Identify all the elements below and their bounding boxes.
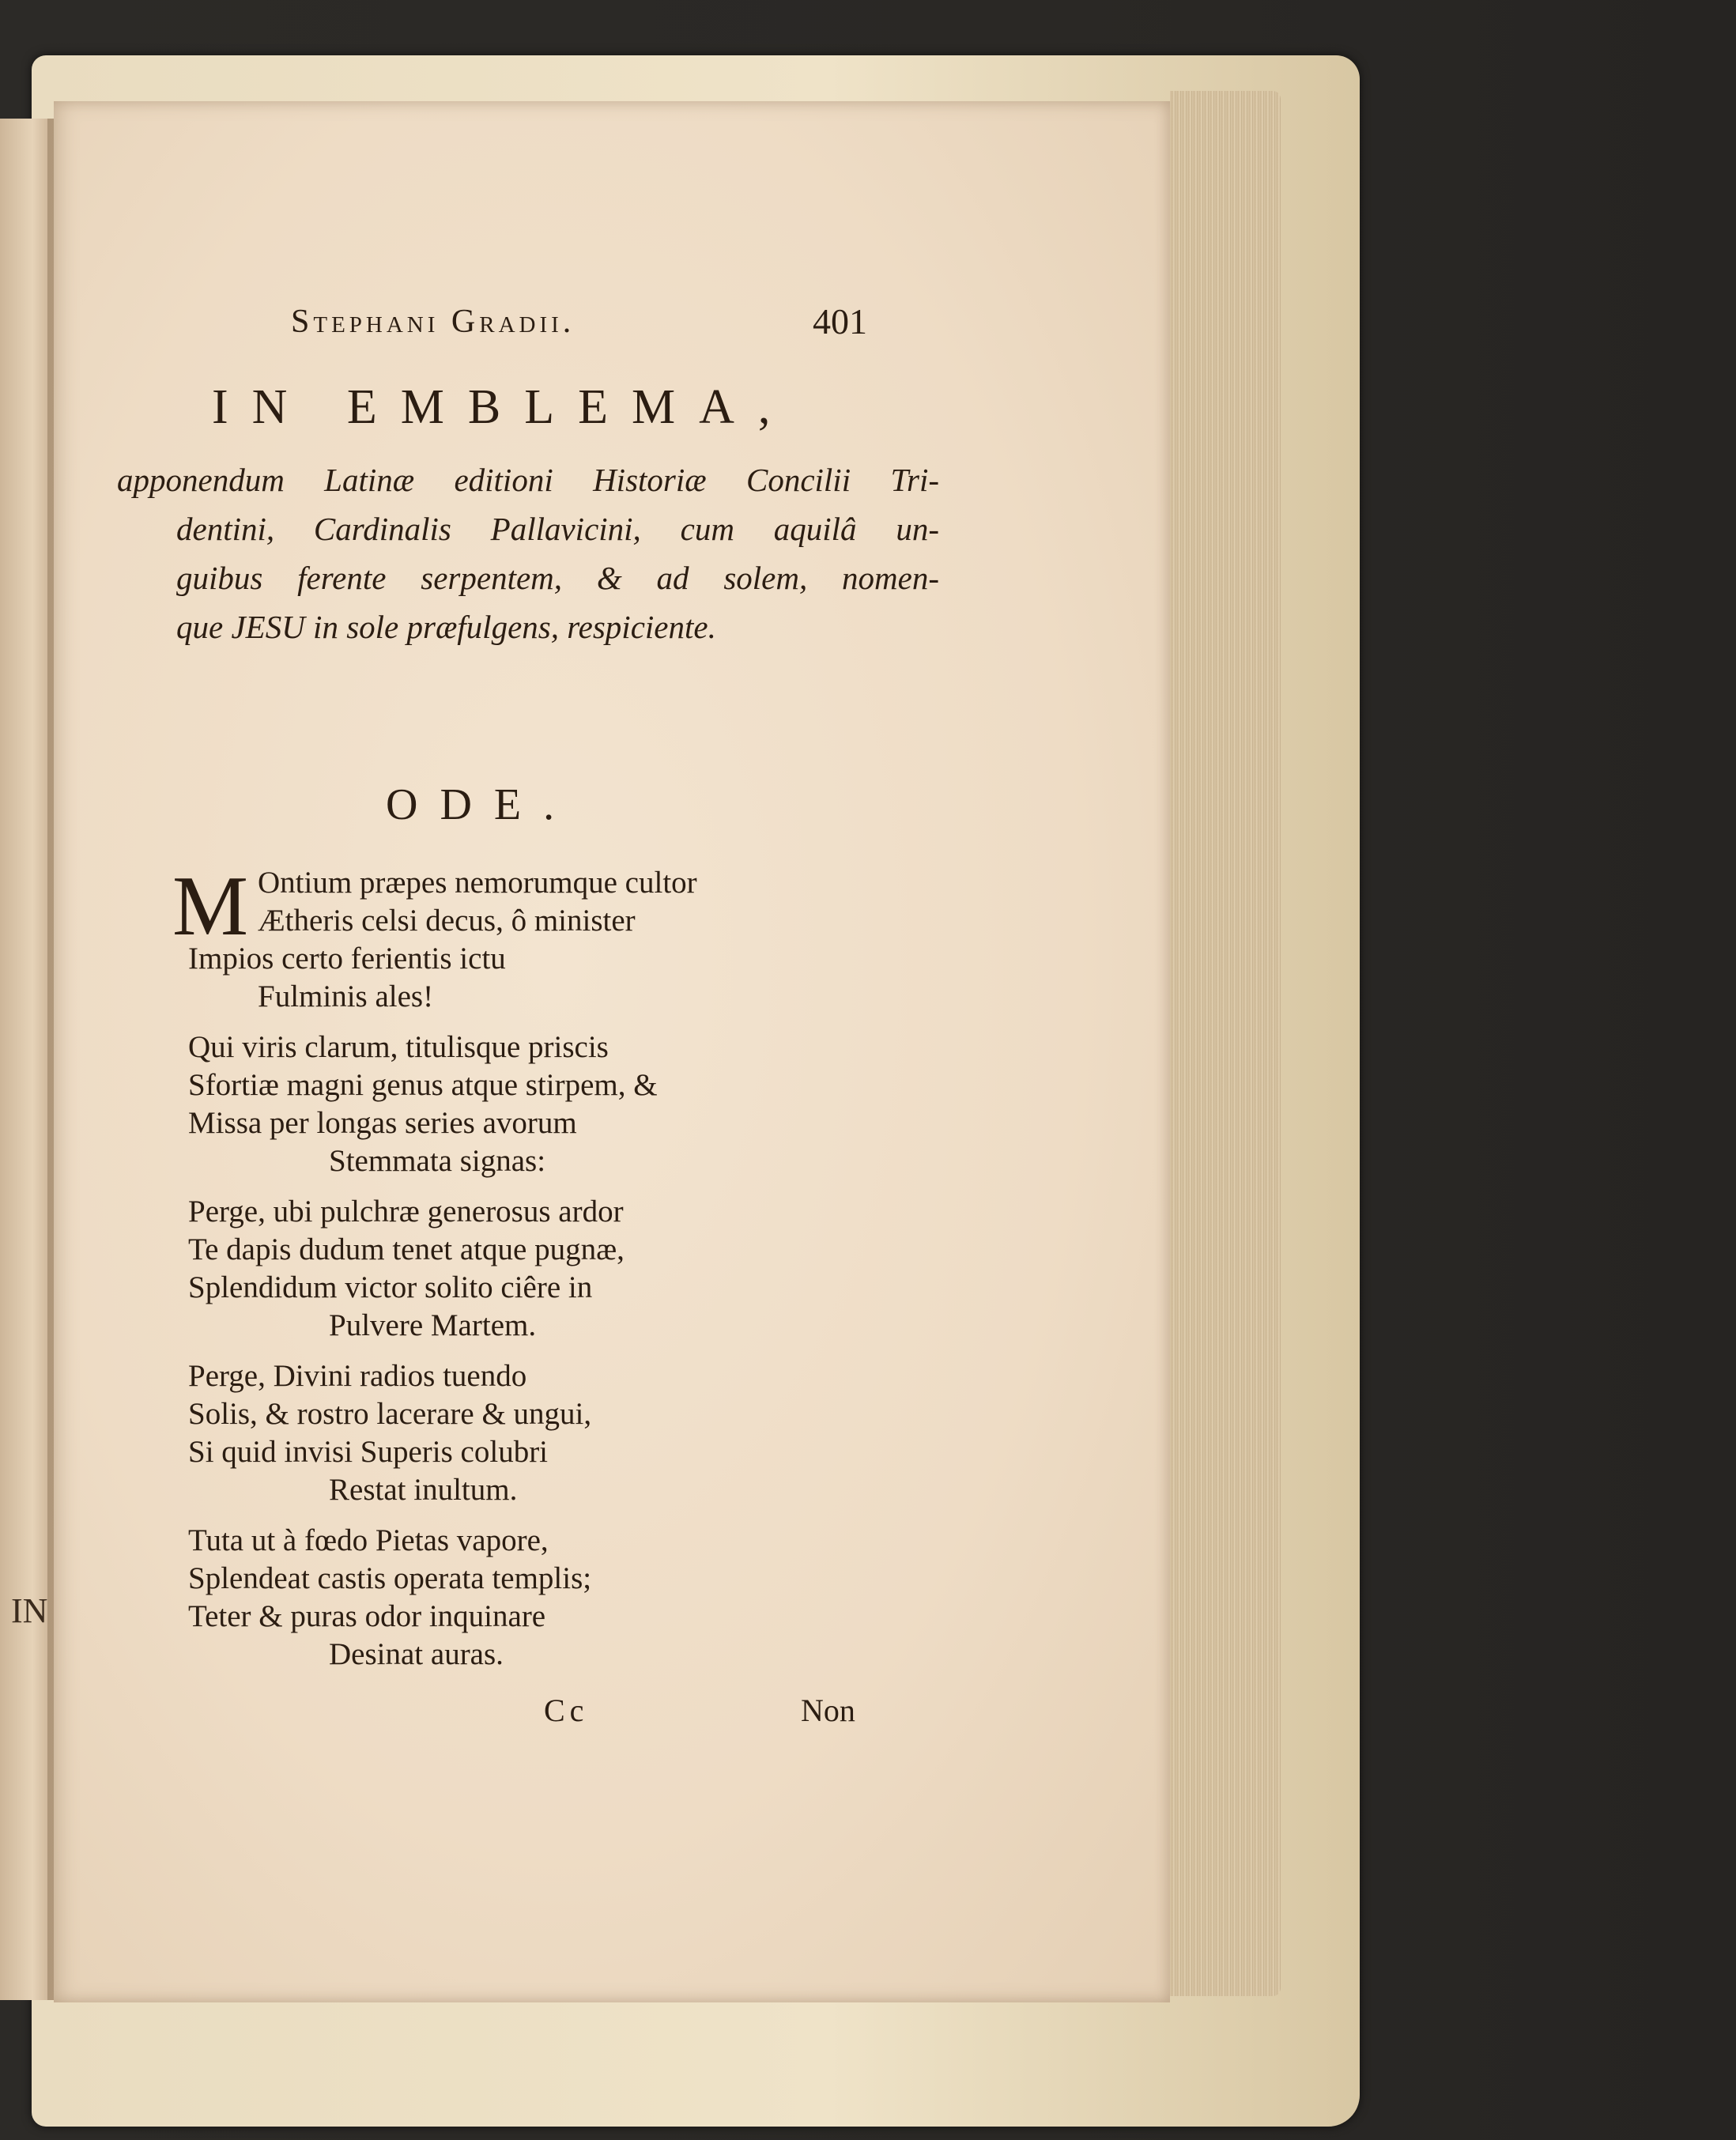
verse-line: Pulvere Martem. [329, 1308, 537, 1342]
subtitle [117, 455, 939, 651]
verse-line: Missa per longas series avorum [188, 1106, 577, 1140]
page-edges [1170, 91, 1281, 1996]
drop-cap: M [172, 859, 249, 953]
stanza [188, 864, 697, 1016]
left-page-fragment: IN [11, 1591, 48, 1630]
catchword: Non [801, 1693, 855, 1728]
verse-line: Ætheris celsi decus, ô minister [258, 904, 636, 938]
verse-line: Splendeat castis operata templis; [188, 1561, 592, 1595]
right-page [54, 101, 1170, 2002]
subtitle-line: guibus ferente serpentem, & ad solem, nomen- [176, 560, 939, 596]
verse-line: Ontium præpes nemorumque cultor [258, 866, 697, 900]
verse-line: Si quid invisi Superis colubri [188, 1435, 549, 1469]
verse-line: Tuta ut à fœdo Pietas vapore, [188, 1523, 549, 1557]
verse-line: Impios certo ferientis ictu [188, 942, 506, 976]
page-number: 401 [813, 301, 867, 342]
verse-line: Solis, & rostro lacerare & ungui, [188, 1397, 592, 1431]
verse-line: Teter & puras odor inquinare [188, 1599, 546, 1633]
stanza [188, 1357, 697, 1509]
page-title: IN EMBLEMA, [212, 380, 794, 434]
stanza [188, 1522, 697, 1674]
verse-line: Qui viris clarum, titulisque priscis [188, 1030, 609, 1064]
verse-line: Splendidum victor solito ciêre in [188, 1270, 593, 1304]
subtitle-line: dentini, Cardinalis Pallavicini, cum aquilâ un- [176, 511, 939, 547]
verse-line: Perge, ubi pulchræ generosus ardor [188, 1195, 624, 1229]
subtitle-line: apponendum Latinæ editioni Historiæ Concilii Tri- [117, 462, 939, 498]
verse-line: Perge, Divini radios tuendo [188, 1359, 527, 1393]
subtitle-line: que JESU in sole præfulgens, respiciente. [176, 609, 716, 645]
running-head: Stephani Gradii. [291, 304, 576, 340]
ode-heading: ODE. [386, 780, 577, 829]
verse-line: Te dapis dudum tenet atque pugnæ, [188, 1232, 625, 1266]
verse-line: Desinat auras. [329, 1637, 504, 1671]
signature-mark: Cc [544, 1693, 589, 1728]
verse-line: Stemmata signas: [329, 1144, 546, 1178]
stanza [188, 1193, 697, 1345]
verse-line: Fulminis ales! [258, 979, 434, 1013]
poem [172, 859, 697, 1686]
stanza [188, 1028, 697, 1180]
verse-line: Restat inultum. [329, 1473, 518, 1507]
verse-line: Sfortiæ magni genus atque stirpem, & [188, 1068, 658, 1102]
